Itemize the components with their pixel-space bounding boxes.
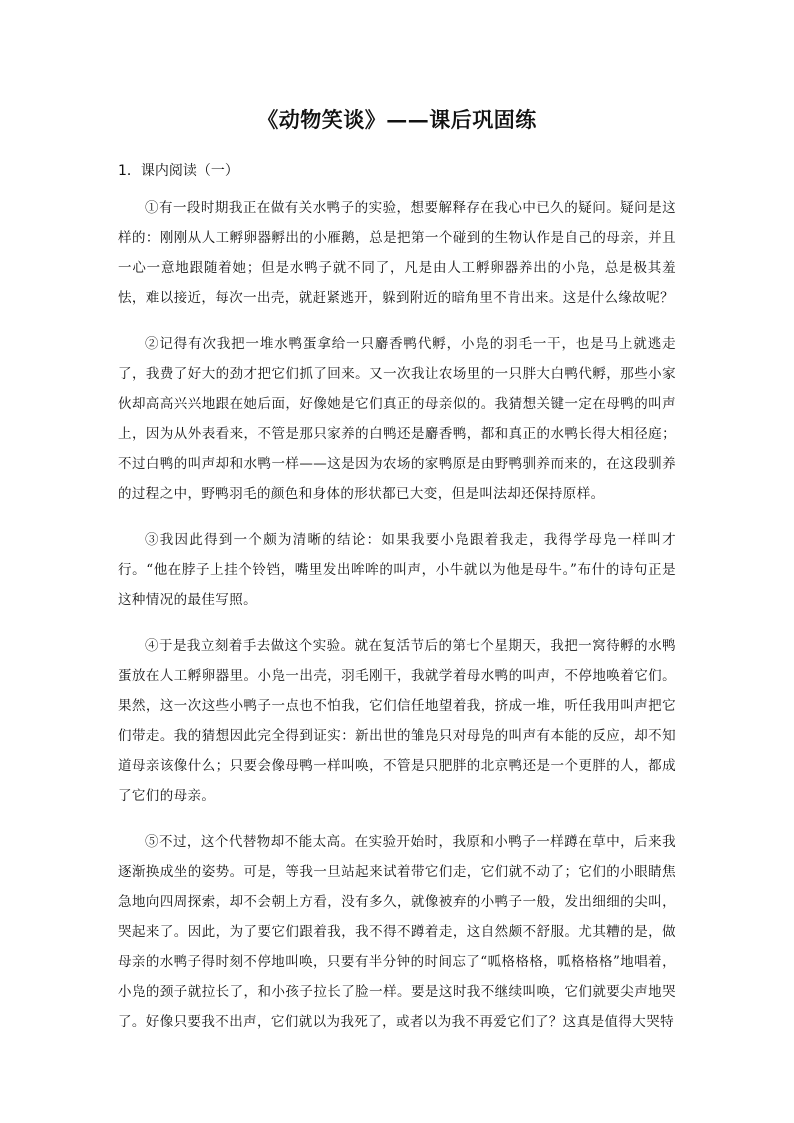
paragraph-2: ②记得有次我把一堆水鸭蛋拿给一只麝香鸭代孵，小凫的羽毛一干，也是马上就逃走了，我费了好大的劲才把它们抓了回来。又一次我让农场里的一只胖大白鸭代孵，那些小家伙却高高兴兴地跟在她后面，好像她是它们真正的母亲似的。我猜想关键一定在母鸭的叫声上，因为从外表看来，不管是那只家养的白鸭还是麝香鸭，都和真正的水鸭长得大相径庭；不过白鸭的叫声却和水鸭一样——这是因为农场的家鸭原是由野鸭驯养而来的，在这段驯养的过程之中，野鸭羽毛的颜色和身体的形状都已大变，但是叫法却还保持原样。 [118, 336, 676, 502]
paragraph-5: ⑤不过，这个代替物却不能太高。在实验开始时，我原和小鸭子一样蹲在草中，后来我逐渐换成坐的姿势。可是，等我一旦站起来试着带它们走，它们就不动了；它们的小眼睛焦急地向四周探索，却不会朝上方看，没有多久，就像被弃的小鸭子一般，发出细细的尖叫，哭起来了。因此，为了要它们跟着我，我不得不蹲着走，这自然颇不舒服。尤其糟的是，做母亲的水鸭子得时刻不停地叫唤，只要有半分钟的时间忘了“呱格格格，呱格格格”地唱着，小凫的颈子就拉长了，和小孩子拉长了脸一样。要是这时我不继续叫唤，它们就要尖声地哭了。好像只要我不出声，它们就以为我死了，或者以为我不再爱它们了？这真是值得大哭特 [118, 834, 676, 1030]
paragraph-4: ④于是我立刻着手去做这个实验。就在复活节后的第七个星期天，我把一窝待孵的水鸭蛋放在人工孵卵器里。小凫一出壳，羽毛刚干，我就学着母水鸭的叫声，不停地唤着它们。果然，这一次这些小鸭子一点也不怕我，它们信任地望着我，挤成一堆，听任我用叫声把它们带走。我的猜想因此完全得到证实：新出世的雏凫只对母凫的叫声有本能的反应，却不知道母亲该像什么；只要会像母鸭一样叫唤，不管是只肥胖的北京鸭还是一个更胖的人，都成了它们的母亲。 [118, 638, 676, 804]
paragraph-3: ③我因此得到一个颇为清晰的结论：如果我要小凫跟着我走，我得学母凫一样叫才行。“他在脖子上挂个铃铛，嘴里发出哞哞的叫声，小牛就以为他是母牛。”布什的诗句正是这种情况的最佳写照。 [118, 532, 676, 608]
section-heading: 1．课内阅读（一） [118, 163, 239, 179]
document-title: 《动物笑谈》——课后巩固练 [257, 107, 537, 132]
paragraph-1: ①有一段时期我正在做有关水鸭子的实验，想要解释存在我心中已久的疑问。疑问是这样的：刚刚从人工孵卵器孵出的小雁鹅，总是把第一个碰到的生物认作是自己的母亲，并且一心一意地跟随着她；但是水鸭子就不同了，凡是由人工孵卵器养出的小凫，总是极其羞怯，难以接近，每次一出壳，就赶紧逃开，躲到附近的暗角里不肯出来。这是什么缘故呢？ [118, 200, 676, 306]
